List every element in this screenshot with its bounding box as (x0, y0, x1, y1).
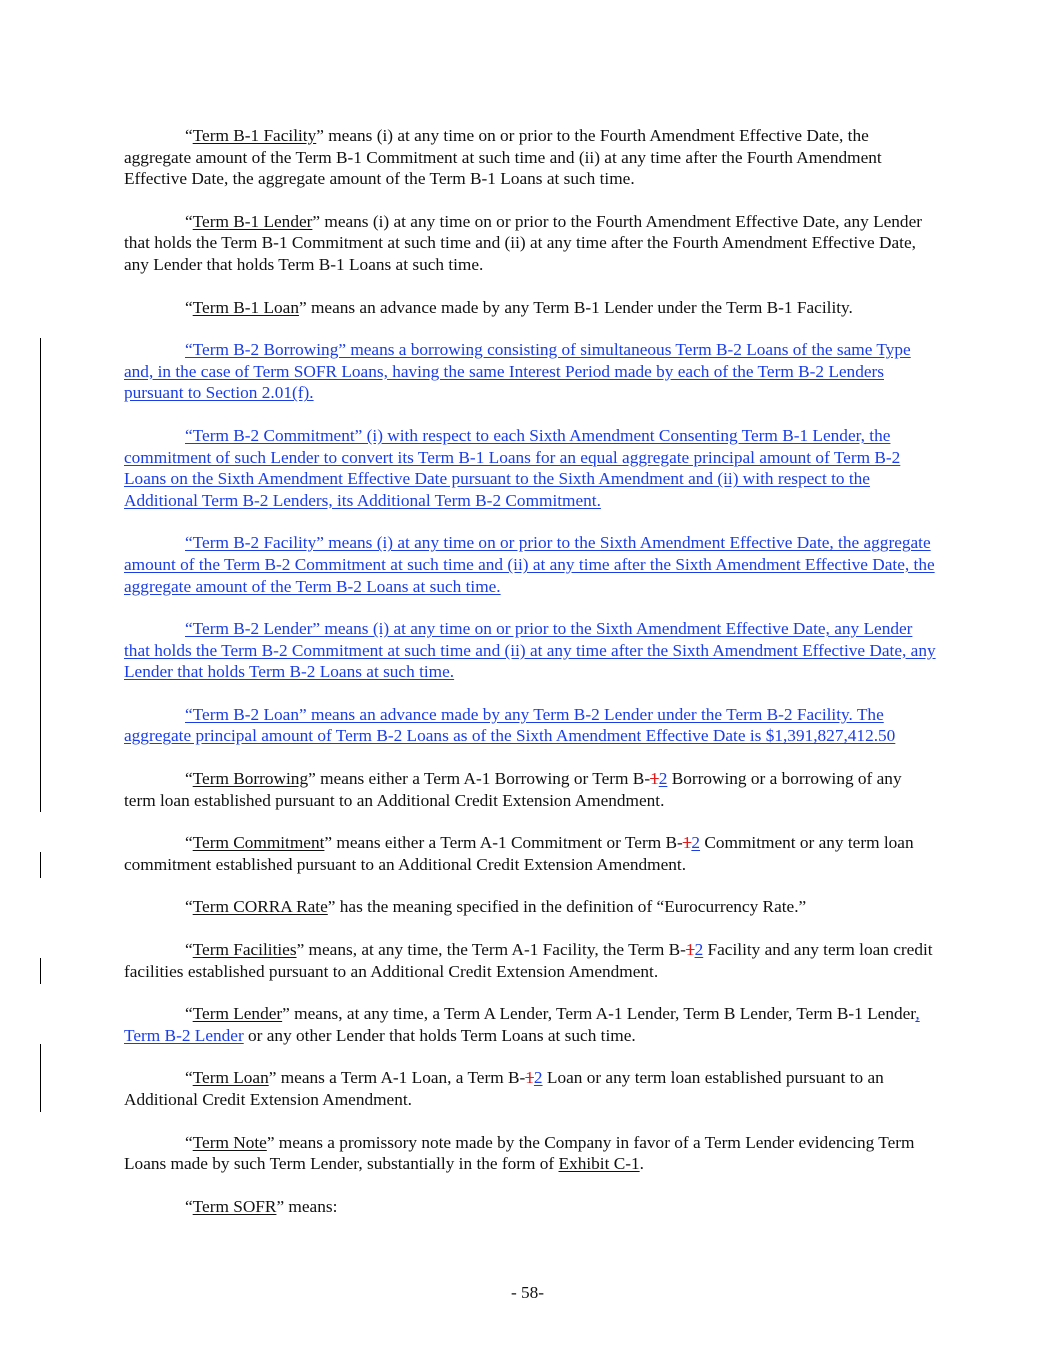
change-bar (40, 1044, 41, 1112)
exhibit-reference: Exhibit C-1 (558, 1154, 640, 1174)
defined-term: Term SOFR (192, 1196, 277, 1216)
inserted-text: 2 (694, 940, 704, 960)
deleted-text: 1 (650, 769, 659, 789)
definition-term-b2-facility (124, 532, 936, 597)
definition-term-corra-rate: “Term CORRA Rate” has the meaning specified in the definition of “Eurocurrency Rate.” (185, 897, 807, 917)
inserted-text: “Term B-2 Lender” means (i) at any time on or prior to the Sixth Amendment Effective Date, any Lender that holds the Term B-2 Commitment at such time and (ii) at any time after the Sixth Amendment Effective Date, any Lender that holds Term B-2 Loans at such time. (124, 619, 936, 682)
defined-term: Term Note (192, 1132, 267, 1152)
inserted-text: , Term B-2 Lender (124, 1004, 920, 1045)
definition-term-sofr: “Term SOFR” means: (185, 1196, 338, 1216)
definition-term-b1-lender: “Term B-1 Lender” means (i) at any time on or prior to the Fourth Amendment Effective Date, any Lender that holds the Term B-1 Commitment at such time and (ii) at any time after the Fourth Amendment Effective Date, any Lender that holds Term B-1 Loans at such time. (124, 211, 923, 274)
definition-term-facilities: “Term Facilities” means, at any time, the Term A-1 Facility, the Term B-12 Facility and any term loan credit facilities established pursuant to an Additional Credit Extension Amendment. (124, 940, 933, 981)
definition-term-b1-loan: “Term B-1 Loan” means an advance made by any Term B-1 Lender under the Term B-1 Facility. (185, 297, 853, 317)
defined-term: Term Loan (192, 1068, 269, 1088)
definition-term-loan: “Term Loan” means a Term A-1 Loan, a Term B-12 Loan or any term loan established pursuant to an Additional Credit Extension Amendment. (124, 1068, 884, 1109)
deleted-text: 1 (682, 833, 692, 853)
change-bar (40, 852, 41, 878)
defined-term: Term Commitment (192, 833, 325, 853)
definition-term-commitment: “Term Commitment” means either a Term A-1 Commitment or Term B-12 Commitment or any term loan commitment established pursuant to an Additional Credit Extension Amendment. (124, 833, 914, 874)
inserted-text: “Term B-2 Borrowing” means a borrowing consisting of simultaneous Term B-2 Loans of the same Type and, in the case of Term SOFR Loans, having the same Interest Period made by each of the Term B-2 Lenders pursuant to Section 2.01(f). (124, 340, 911, 403)
definition-term-borrowing: “Term Borrowing” means either a Term A-1 Borrowing or Term B-12 Borrowing or a borrowing of any term loan established pursuant to an Additional Credit Extension Amendment. (124, 769, 902, 810)
document-body (124, 125, 936, 1238)
page-number: - 58- (510, 1283, 545, 1302)
defined-term: Term CORRA Rate (192, 897, 328, 917)
definition-term-b2-loan (124, 704, 936, 747)
definition-term-b2-commitment (124, 425, 936, 511)
definition-term-note: “Term Note” means a promissory note made by the Company in favor of a Term Lender evidencing Term Loans made by such Term Lender, substantially in the form of Exhibit C-1. (124, 1132, 915, 1174)
defined-term: Term B-1 Facility (192, 126, 317, 145)
deleted-text: 1 (685, 940, 695, 960)
definition-term-b2-lender (124, 618, 936, 683)
change-bar (40, 958, 41, 984)
defined-term: Term Facilities (192, 940, 297, 960)
deleted-text: 1 (525, 1068, 534, 1088)
defined-term: Term B-1 Loan (192, 297, 299, 317)
defined-term: Term Lender (192, 1004, 283, 1024)
inserted-text: 2 (691, 833, 701, 853)
inserted-text: 2 (533, 1068, 543, 1088)
change-bar (40, 338, 41, 812)
defined-term: Term B-1 Lender (192, 211, 313, 231)
definition-term-b2-borrowing (124, 339, 936, 404)
inserted-text: “Term B-2 Commitment” (i) with respect to each Sixth Amendment Consenting Term B-1 Lender, the commitment of such Lender to convert its Term B-1 Loans for an equal aggregate principal amount of Term B-2 Loans on the Sixth Amendment Effective Date pursuant to the Sixth Amendment and (ii) with respect to the Additional Term B-2 Lenders, its Additional Term B-2 Commitment. (124, 425, 901, 510)
definition-term-lender: “Term Lender” means, at any time, a Term A Lender, Term A-1 Lender, Term B Lender, Term B-1 Lender, Term B-2 Lender or any other Lender that holds Term Loans at such time. (124, 1004, 920, 1045)
inserted-text: 2 (658, 769, 668, 789)
definition-term-b1-facility: “Term B-1 Facility” means (i) at any time on or prior to the Fourth Amendment Effective Date, the aggregate amount of the Term B-1 Commitment at such time and (ii) at any time after the Fourth Amendment Effective Date, the aggregate amount of the Term B-1 Loans at such time. (124, 126, 882, 189)
inserted-text: “Term B-2 Facility” means (i) at any time on or prior to the Sixth Amendment Effective Date, the aggregate amount of the Term B-2 Commitment at such time and (ii) at any time after the Sixth Amendment Effective Date, the aggregate amount of the Term B-2 Loans at such time. (124, 533, 935, 596)
defined-term: Term Borrowing (192, 769, 309, 789)
inserted-text: “Term B-2 Loan” means an advance made by any Term B-2 Lender under the Term B-2 Facility. The aggregate principal amount of Term B-2 Loans as of the Sixth Amendment Effective Date is $1,391,827,412.50 (124, 704, 896, 746)
